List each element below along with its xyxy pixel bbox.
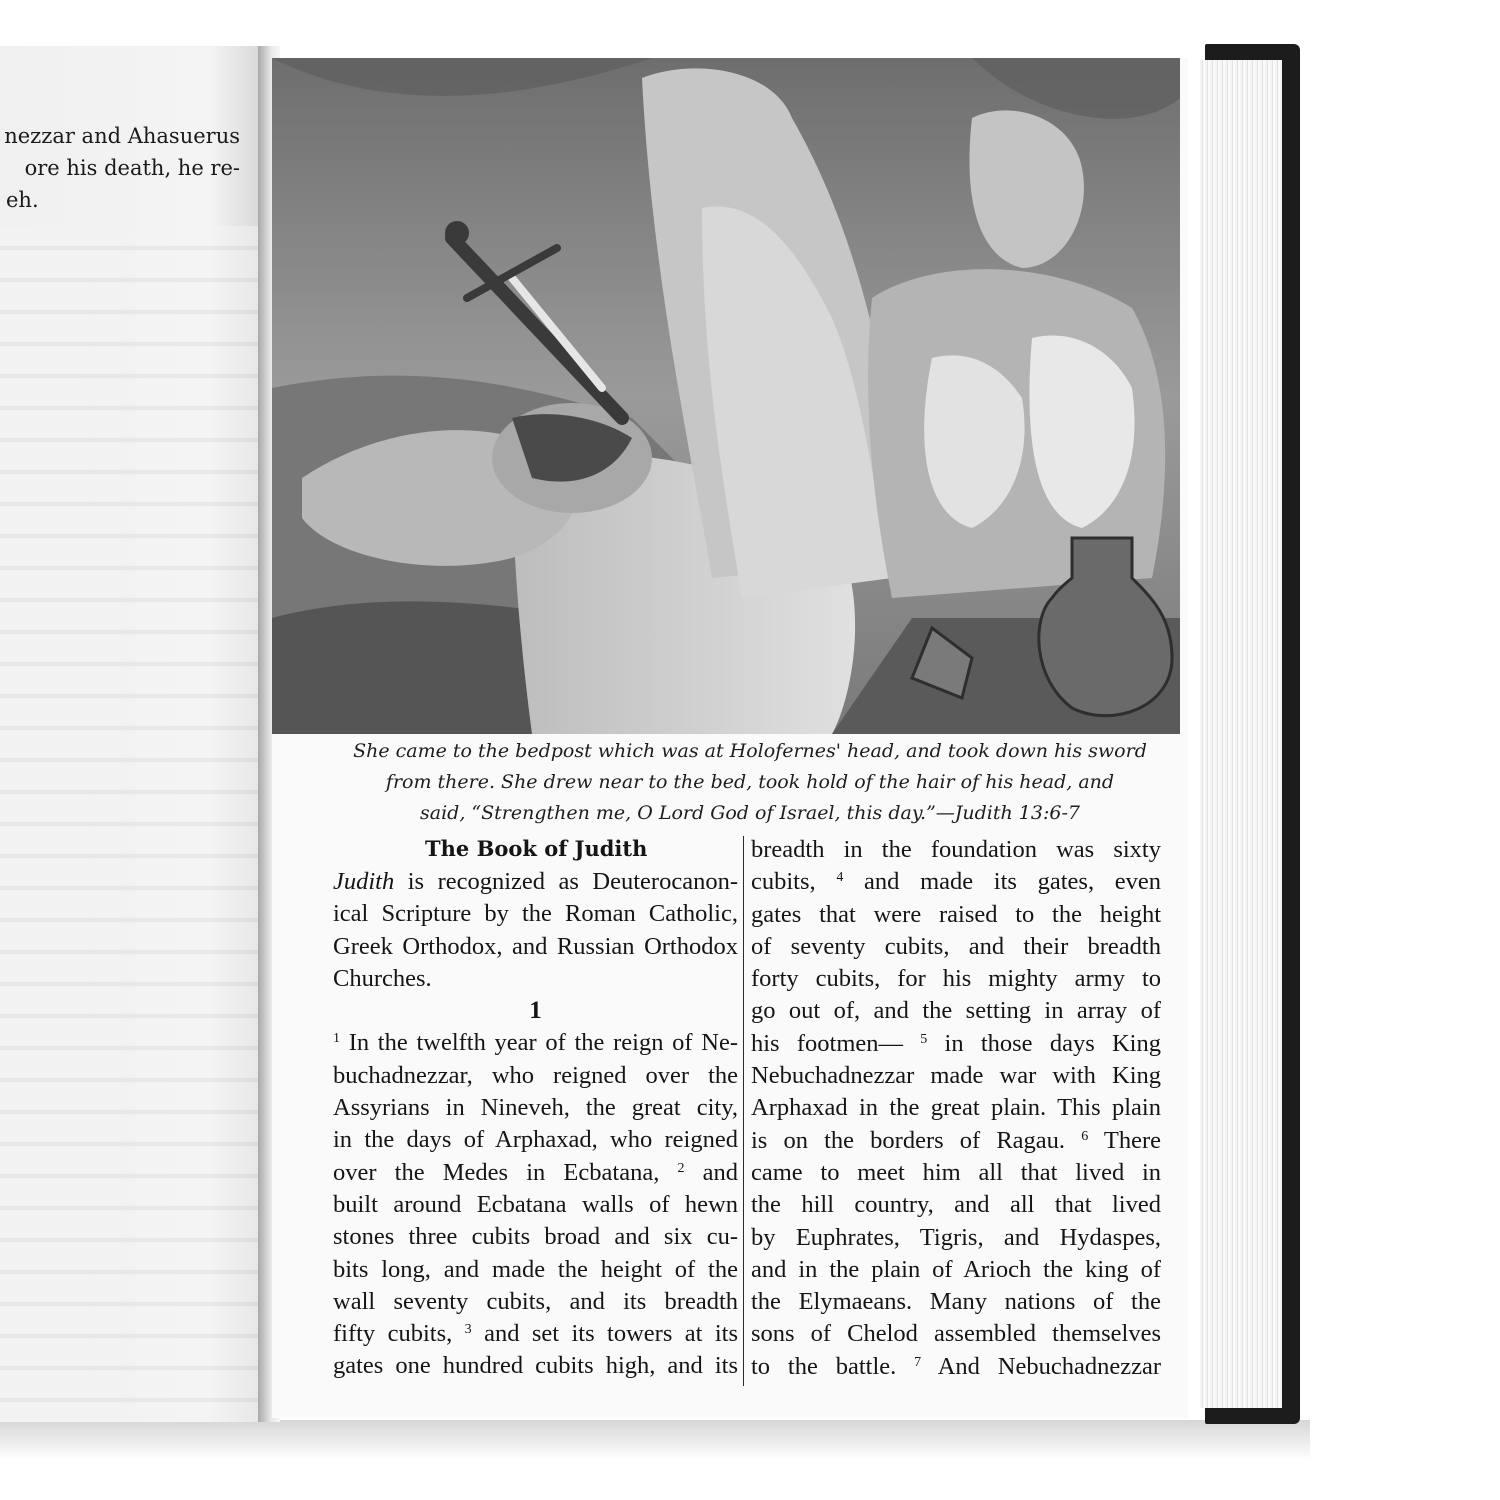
verse-number: 6 [1081,1128,1089,1144]
verse-line: stones three cubits broad and six cu- [333,1223,738,1251]
verse-number: 5 [920,1031,928,1047]
intro-line: Greek Orthodox, and Russian Orthodox [333,932,738,960]
verse-line: gates that were raised to the height [751,900,1161,928]
text-column-right [751,834,1161,1383]
verse-number: 4 [836,870,844,886]
illustration-caption [330,736,1170,829]
verse-line: by Euphrates, Tigris, and Hydaspes, [751,1223,1161,1251]
column-divider [743,836,744,1386]
verse-line: bits long, and made the height of the [333,1255,738,1283]
verse-line: $^1$ In the twelfth year of the reign of Ne- [333,1029,738,1057]
verse-number: 2 [677,1160,685,1176]
verse-number: 1 [333,1031,340,1047]
verse-line: the hill country, and all that lived [751,1191,1161,1219]
left-page [0,46,262,1422]
bleed-through-text [0,226,262,1422]
intro-line: Churches. [333,964,432,992]
verse-line: breadth in the foundation was sixty [751,836,1161,863]
verse-line: Assyrians in Nineveh, the great city, [333,1094,738,1122]
verse-line: and in the plain of Arioch the king of [751,1255,1161,1283]
caption-line: She came to the bedpost which was at Holofernes' head, and took down his sword [353,740,1147,762]
caption-line: from there. She drew near to the bed, took hold of the hair of his head, and [385,771,1115,793]
verse-line: cubits, $^4$ and made its gates, even [751,868,1162,896]
book-heading: The Book of Judith [425,836,648,861]
verse-line: Arphaxad in the great plain. This plain [751,1094,1161,1122]
caption-line: said, “Strengthen me, O Lord God of Israel, this day.”—Judith 13:6-7 [420,802,1080,824]
verse-line: built around Ecbatana walls of hewn [333,1190,738,1218]
verse-line: is on the borders of Ragau. $^6$ There [751,1126,1162,1154]
intro-text: is recognized as Deuterocanon- [394,868,738,895]
chapter-number: 1 [529,997,542,1025]
verse-line: came to meet him all that lived in [751,1158,1161,1186]
text-column-left [333,834,738,1383]
left-page-line: nezzar and Ahasuerus [4,124,240,148]
intro-line: ical Scripture by the Roman Catholic, [333,900,738,928]
verse-line: buchadnezzar, who reigned over the [333,1061,738,1089]
book-shadow [0,1420,1310,1460]
verse-number: 3 [464,1322,472,1338]
verse-line: gates one hundred cubits high, and its [333,1352,738,1380]
left-page-line: ore his death, he re- [24,156,240,180]
verse-line: wall seventy cubits, and its breadth [333,1287,738,1315]
verse-line: over the Medes in Ecbatana, $^2$ and [333,1158,739,1186]
left-page-line: eh. [6,188,39,212]
judith-illustration [272,58,1180,734]
verse-line: fifty cubits, $^3$ and set its towers at its [333,1320,739,1348]
verse-line: in the days of Arphaxad, who reigned [333,1126,738,1154]
verse-line: go out of, and the setting in array of [751,997,1161,1025]
verse-line: sons of Chelod assembled themselves [751,1320,1161,1348]
verse-line: his footmen— $^5$ in those days King [751,1029,1161,1057]
verse-line: forty cubits, for his mighty army to [751,965,1161,993]
intro-line [333,866,738,898]
illustration-image [272,58,1180,734]
verse-line: Nebuchadnezzar made war with King [751,1062,1161,1090]
verse-line: the Elymaeans. Many nations of the [751,1288,1161,1316]
intro-title-word: Judith [333,868,395,895]
verse-number: 7 [914,1354,922,1370]
verse-line: of seventy cubits, and their breadth [751,932,1161,960]
page-edges [1200,60,1282,1408]
verse-line: to the battle. $^7$ And Nebuchadnezzar [751,1352,1161,1380]
